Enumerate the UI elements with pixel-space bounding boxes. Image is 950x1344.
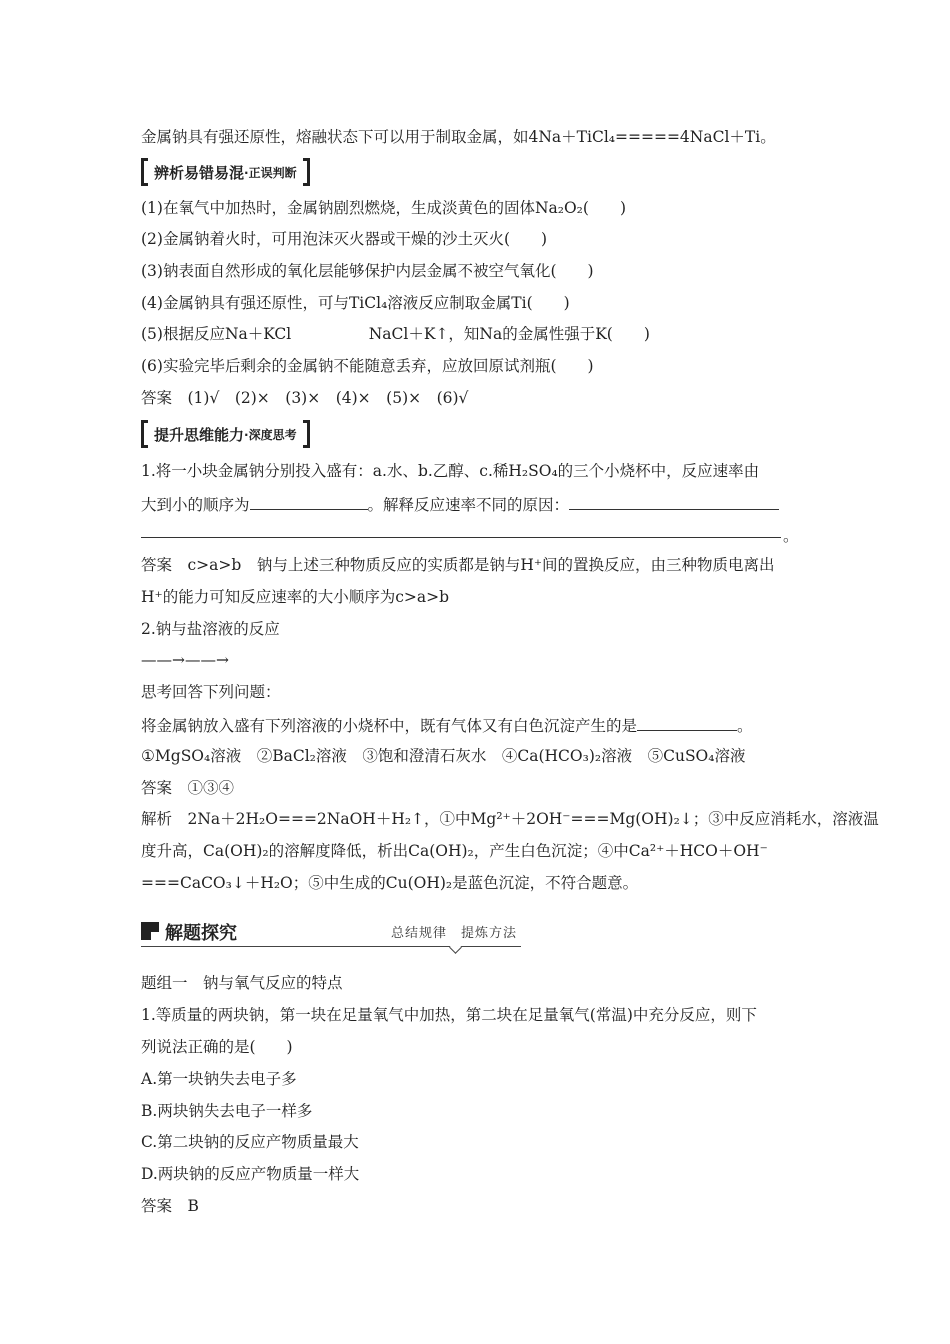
question-1-line2 [141, 493, 779, 515]
bracket-right [303, 420, 310, 448]
tag-main: 提升思维能力 [154, 425, 245, 444]
judgement-item: (5)根据反应Na＋KCl NaCl＋K↑，知Na的金属性强于K( ) [141, 325, 650, 343]
q1-end: 。 [783, 527, 799, 545]
judgement-item: (4)金属钠具有强还原性，可与TiCl₄溶液反应制取金属Ti( ) [141, 294, 570, 312]
intro-text: 金属钠具有强还原性，熔融状态下可以用于制取金属，如4Na＋TiCl₄=====4NaCl＋Ti。 [141, 128, 776, 146]
q1-middle: 。解释反应速率不同的原因： [367, 496, 570, 514]
answer-blank[interactable] [250, 493, 368, 510]
explanation-line3: ===CaCO₃↓＋H₂O；⑤中生成的Cu(OH)₂是蓝色沉淀，不符合题意。 [141, 874, 639, 892]
tag-thinking [141, 422, 310, 446]
q1-prefix: 大到小的顺序为 [141, 496, 250, 514]
answer-blank[interactable] [569, 493, 779, 510]
exercise-1-line2: 列说法正确的是( ) [141, 1038, 293, 1056]
section-notch [449, 941, 462, 954]
choice-a[interactable]: A.第一块钠失去电子多 [141, 1070, 297, 1088]
answer-judgement: 答案 (1)√ (2)× (3)× (4)× (5)× (6)√ [141, 389, 469, 407]
section-header [141, 918, 521, 946]
answer-blank-long[interactable] [141, 537, 781, 538]
q2-end: 。 [737, 717, 753, 735]
judgement-item: (1)在氧气中加热时，金属钠剧烈燃烧，生成淡黄色的固体Na₂O₂( ) [141, 199, 626, 217]
tag-sub: ·正误判断 [244, 165, 297, 180]
explanation-line2: 度升高，Ca(OH)₂的溶解度降低，析出Ca(OH)₂，产生白色沉淀；④中Ca²⁺＋HCO＋OH⁻ [141, 842, 768, 860]
judgement-item: (2)金属钠着火时，可用泡沫灭火器或干燥的沙土灭火( ) [141, 230, 548, 248]
arrow-sequence: ——→——→ [141, 651, 229, 669]
bracket-left [141, 420, 148, 448]
answer-4: 答案 B [141, 1197, 199, 1215]
section-rule [141, 946, 521, 947]
tag-discrimination [141, 160, 310, 184]
exercise-1-line1: 1.等质量的两块钠，第一块在足量氧气中加热，第二块在足量氧气(常温)中充分反应，则下 [141, 1006, 757, 1024]
explanation-line1: 解析 2Na＋2H₂O===2NaOH＋H₂↑，①中Mg²⁺＋2OH⁻===Mg(OH)₂↓；③中反应消耗水，溶液温 [141, 810, 879, 828]
judgement-item: (3)钠表面自然形成的氧化层能够保护内层金属不被空气氧化( ) [141, 262, 594, 280]
section-subtitle: 总结规律 提炼方法 [391, 926, 518, 941]
question-2-title: 2.钠与盐溶液的反应 [141, 620, 280, 638]
answer-blank[interactable] [637, 714, 737, 731]
tag-sub: ·深度思考 [244, 427, 297, 442]
answer-3: 答案 ①③④ [141, 779, 235, 797]
bracket-left [141, 158, 148, 186]
choice-d[interactable]: D.两块钠的反应产物质量一样大 [141, 1165, 360, 1183]
think-prompt: 思考回答下列问题： [141, 683, 281, 701]
section-title: 解题探究 [165, 923, 237, 944]
choice-b[interactable]: B.两块钠失去电子一样多 [141, 1102, 313, 1120]
answer-2-line2: H⁺的能力可知反应速率的大小顺序为c>a>b [141, 588, 450, 606]
bracket-right [303, 158, 310, 186]
tag-main: 辨析易错易混 [154, 163, 245, 182]
answer-2-line1: 答案 c>a>b 钠与上述三种物质反应的实质都是钠与H⁺间的置换反应，由三种物质电离出 [141, 556, 775, 574]
question-1-line1: 1.将一小块金属钠分别投入盛有：a.水、b.乙醇、c.稀H₂SO₄的三个小烧杯中，反应速率由 [141, 462, 760, 480]
judgement-item: (6)实验完毕后剩余的金属钠不能随意丢弃，应放回原试剂瓶( ) [141, 357, 594, 375]
question-2-line [141, 714, 753, 736]
choice-c[interactable]: C.第二块钠的反应产物质量最大 [141, 1133, 359, 1151]
group-title: 题组一 钠与氧气反应的特点 [141, 974, 343, 992]
solution-options: ①MgSO₄溶液 ②BaCl₂溶液 ③饱和澄清石灰水 ④Ca(HCO₃)₂溶液 ⑤CuSO₄溶液 [141, 747, 746, 765]
section-square-icon [141, 922, 159, 940]
q2-prefix: 将金属钠放入盛有下列溶液的小烧杯中，既有气体又有白色沉淀产生的是 [141, 717, 638, 735]
